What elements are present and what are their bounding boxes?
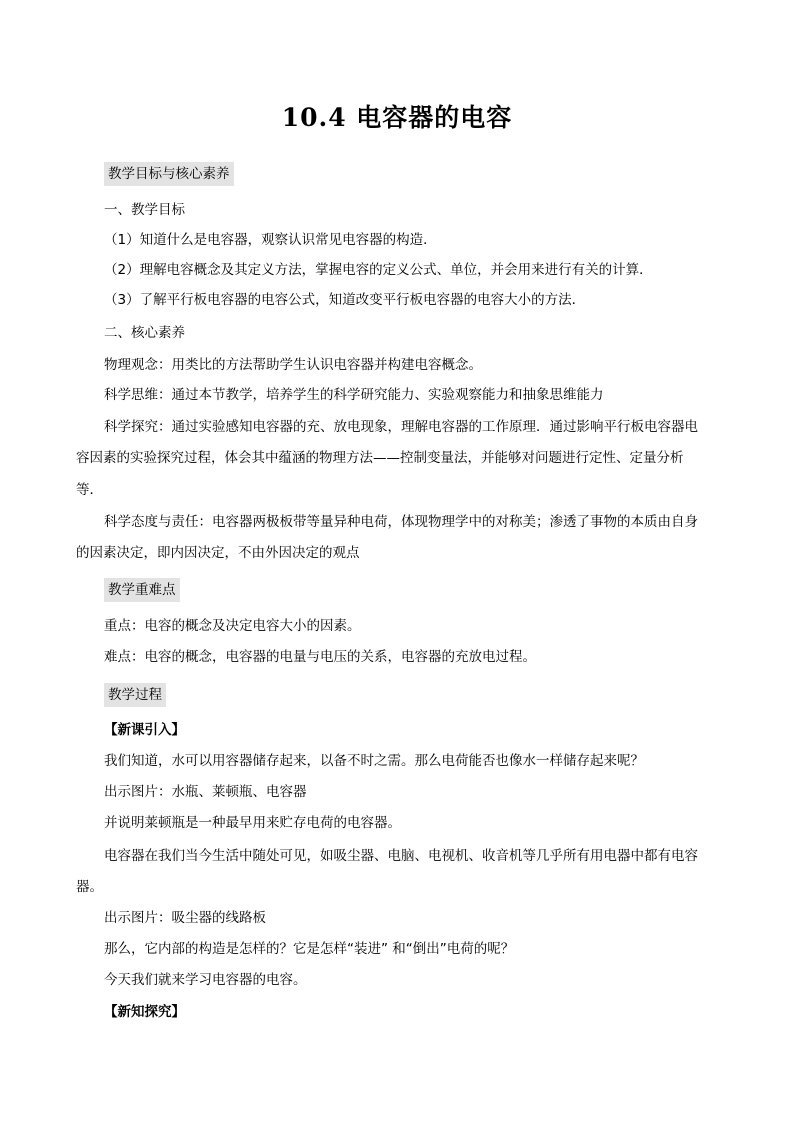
goal-item-2: （2）理解电容概念及其定义方法，掌握电容的定义公式、单位，并会用来进行有关的计算．: [104, 262, 653, 278]
page-title: 10.4 电容器的电容: [281, 103, 513, 132]
core-item-physics-concept: 物理观念：用类比的方法帮助学生认识电容器并构建电容概念。: [104, 357, 482, 373]
paragraph-1: 我们知道，水可以用容器储存起来，以备不时之需。那么电荷能否也像水一样储存起来呢？: [104, 753, 644, 769]
goal-item-1: （1）知道什么是电容器，观察认识常见电容器的构造．: [104, 232, 437, 248]
section-heading-goals: 教学目标与核心素养: [104, 162, 234, 186]
key-point: 重点：电容的概念及决定电容大小的因素。: [104, 618, 361, 634]
goals-subheading-1: 一、教学目标: [104, 202, 185, 218]
paragraph-7: 今天我们就来学习电容器的电容。: [104, 972, 307, 988]
subsection-new-knowledge: 【新知探究】: [104, 1004, 185, 1020]
core-item-inquiry-line2: 容因素的实验探究过程，体会其中蕴涵的物理方法——控制变量法，并能够对问题进行定性、定量分析: [76, 450, 684, 466]
paragraph-5: 出示图片：吸尘器的线路板: [104, 910, 266, 926]
goal-item-3: （3）了解平行板电容器的电容公式，知道改变平行板电容器的电容大小的方法．: [104, 292, 586, 308]
paragraph-2: 出示图片：水瓶、莱顿瓶、电容器: [104, 784, 307, 800]
goals-subheading-2: 二、核心素养: [104, 325, 185, 341]
paragraph-4-line2: 器。: [76, 879, 103, 895]
core-item-attitude-line1: 科学态度与责任：电容器两极板带等量异种电荷，体现物理学中的对称美；渗透了事物的本质由自身: [104, 514, 698, 530]
core-item-inquiry-line1: 科学探究：通过实验感知电容器的充、放电现象，理解电容器的工作原理．通过影响平行板电容器电: [104, 419, 698, 435]
subsection-new-lesson-intro: 【新课引入】: [104, 722, 185, 738]
paragraph-6: 那么，它内部的构造是怎样的？它是怎样“装进” 和“倒出”电荷的呢？: [104, 941, 515, 957]
core-item-scientific-thinking: 科学思维：通过本节教学，培养学生的科学研究能力、实验观察能力和抽象思维能力: [104, 387, 604, 403]
difficult-point: 难点：电容的概念，电容器的电量与电压的关系，电容器的充放电过程。: [104, 649, 536, 665]
paragraph-4-line1: 电容器在我们当今生活中随处可见，如吸尘器、电脑、电视机、收音机等几乎所有用电器中都有电容: [104, 848, 698, 864]
section-heading-process: 教学过程: [104, 683, 166, 707]
core-item-inquiry-line3: 等．: [76, 482, 103, 498]
paragraph-3: 并说明莱顿瓶是一种最早用来贮存电荷的电容器。: [104, 815, 401, 831]
section-heading-key-points: 教学重难点: [104, 578, 180, 602]
core-item-attitude-line2: 的因素决定，即内因决定，不由外因决定的观点: [76, 545, 360, 561]
